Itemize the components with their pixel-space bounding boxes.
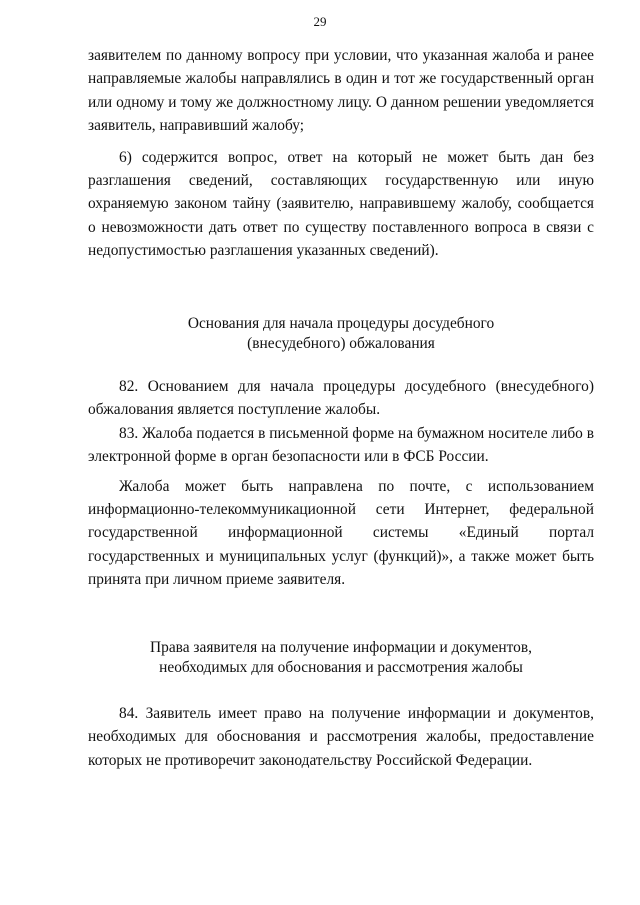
text-block-continuation — [88, 44, 594, 263]
paragraph-clause-84: 84. Заявитель имеет право на получение информации и документов, необходимых для обоснования и рассмотрения жалобы, предоставление которых не противоречит законодательству Российской Федерации. — [88, 705, 594, 769]
paragraph-continuation: заявителем по данному вопросу при условии, что указанная жалоба и ранее направляемые жалобы направлялись в один и тот же государственный орган или одному и тому же должностному лицу. О данном решении уведомляется заявитель, направивший жалобу; — [88, 47, 594, 135]
section-heading-appeal-grounds — [88, 314, 594, 354]
heading-line: Основания для начала процедуры досудебного — [187, 315, 495, 332]
paragraph-clause-82: 82. Основанием для начала процедуры досудебного (внесудебного) обжалования является поступление жалобы. — [88, 378, 594, 419]
text-block-clauses-82-83 — [88, 375, 594, 592]
text-block-clause-84 — [88, 702, 594, 772]
heading-line: (внесудебного) обжалования — [247, 334, 435, 352]
paragraph-clause-83-submission: Жалоба может быть направлена по почте, с использованием информационно-телекоммуникационной сети Интернет, федеральной государственной информационной системы «Единый портал государственных и муниципальных услуг (функций)», а также может быть принята при личном приеме заявителя. — [88, 477, 594, 589]
section-heading-applicant-rights — [88, 638, 594, 678]
heading-line: Права заявителя на получение информации и документов, — [150, 639, 532, 656]
heading-line: необходимых для обоснования и рассмотрения жалобы — [159, 658, 523, 676]
paragraph-item-6: 6) содержится вопрос, ответ на который не может быть дан без разглашения сведений, составляющих государственную или иную охраняемую законом тайну (заявителю, направившему жалобу, сообщается о невозможности дать ответ по существу поставленного вопроса в связи с недопустимостью разглашения указанных сведений). — [88, 148, 594, 260]
paragraph-clause-83: 83. Жалоба подается в письменной форме на бумажном носителе либо в электронной форме в орган безопасности или в ФСБ России. — [88, 424, 594, 466]
page-number: 29 — [313, 14, 327, 29]
